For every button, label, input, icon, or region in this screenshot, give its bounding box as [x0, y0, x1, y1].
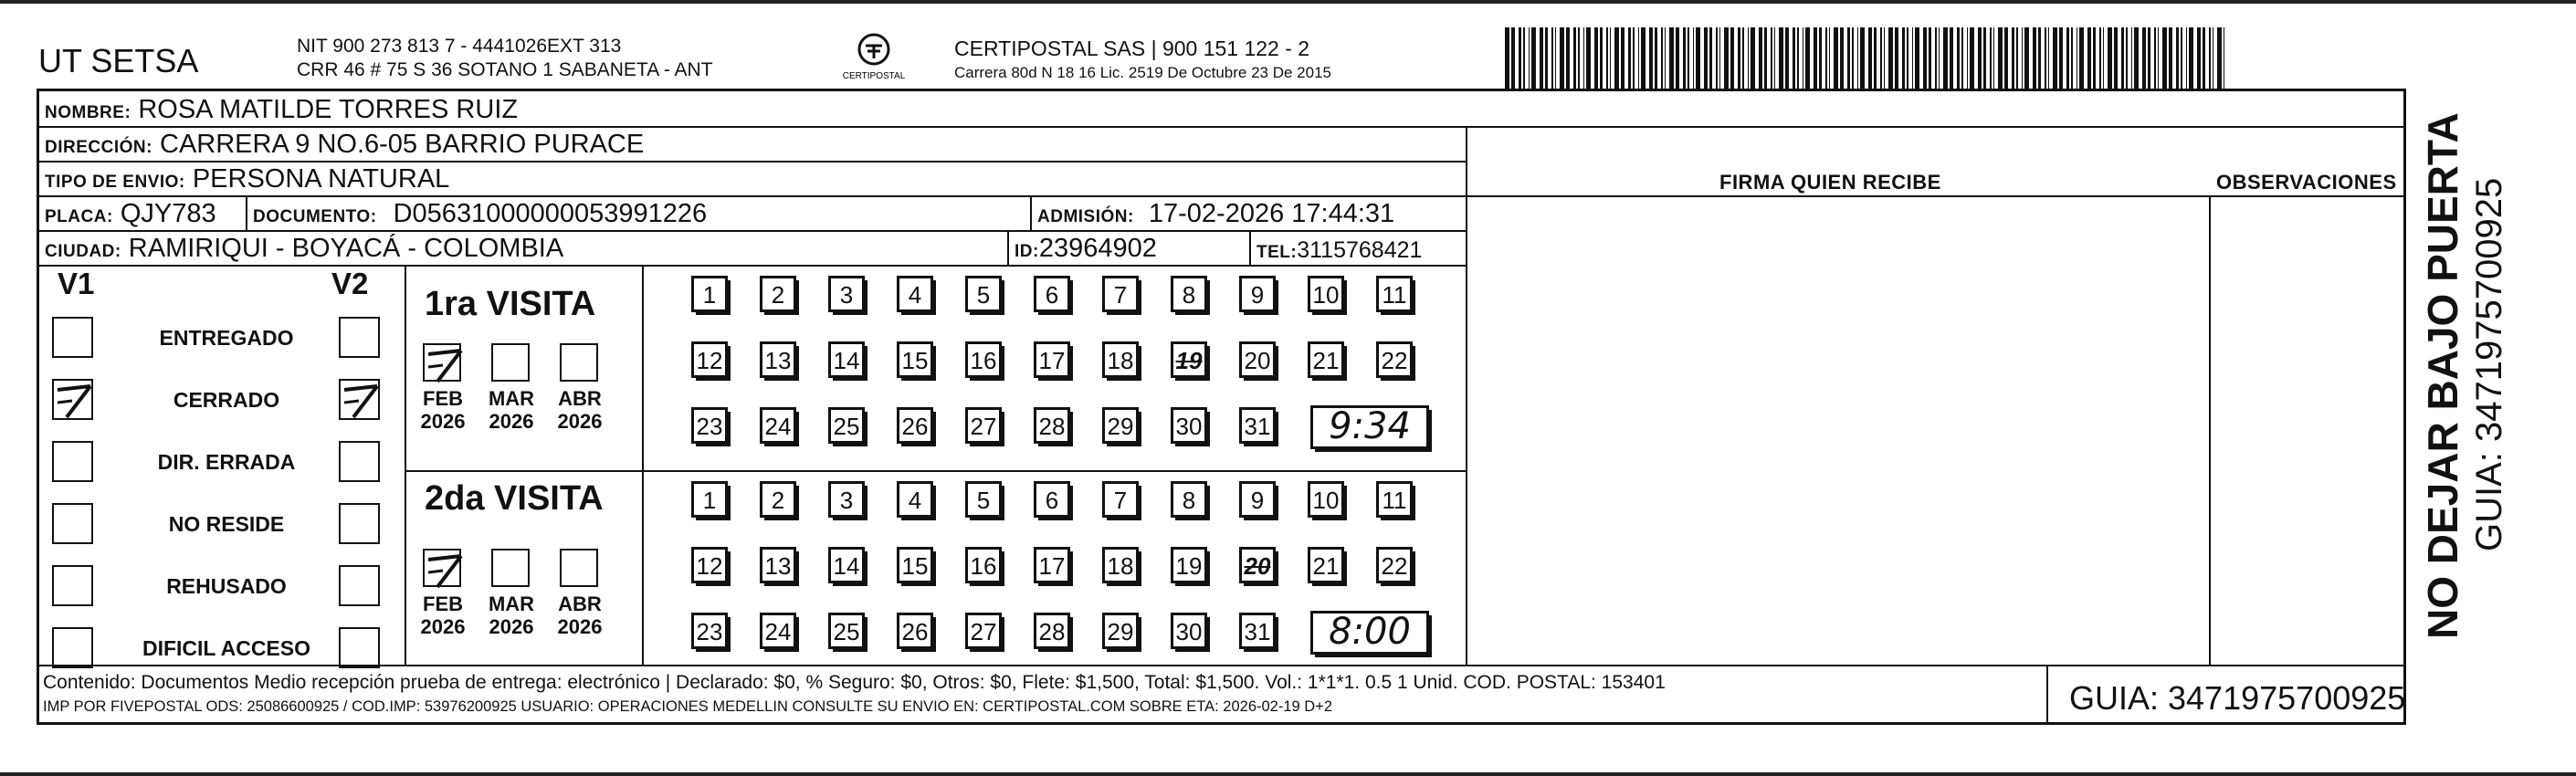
v1-status-checkbox[interactable] [52, 565, 93, 606]
v1-status-checkbox[interactable] [52, 503, 93, 544]
barcode-bar [2134, 27, 2139, 91]
barcode-bar [1779, 27, 1783, 91]
barcode-bar [2093, 27, 2096, 91]
barcode-bar [1665, 27, 1666, 91]
barcode-bar [1840, 27, 1844, 91]
day-box[interactable]: 7 [1102, 481, 1139, 518]
barcode-bar [1610, 27, 1611, 91]
v2-status-checkbox[interactable] [339, 317, 380, 358]
barcode-bar [1540, 27, 1543, 91]
barcode-bar [1628, 27, 1631, 91]
v2-status-checkbox[interactable] [339, 565, 380, 606]
day-box[interactable]: 28 [1034, 613, 1070, 649]
barcode-bar [1907, 27, 1908, 91]
day-box[interactable]: 31 [1239, 407, 1276, 444]
day-box[interactable]: 4 [897, 481, 933, 518]
day-box[interactable]: 8 [1171, 481, 1207, 518]
barcode-bar [2186, 27, 2187, 91]
barcode-bar [1583, 27, 1584, 91]
day-box[interactable]: 13 [760, 547, 796, 583]
day-box[interactable]: 27 [965, 407, 1002, 444]
barcode-bar [1511, 27, 1515, 91]
certipostal-name: CERTIPOSTAL SAS | 900 151 122 - 2 [954, 37, 1310, 60]
barcode-bar [2004, 27, 2008, 91]
admision-value: 17-02-2026 17:44:31 [1148, 199, 1395, 228]
day-box[interactable]: 29 [1102, 407, 1139, 444]
barcode-bar [1915, 27, 1919, 91]
barcode-bar [1742, 27, 1744, 91]
barcode-bar [1716, 27, 1718, 91]
barcode-bar [1505, 27, 1509, 91]
barcode-bar [2209, 27, 2211, 91]
barcode-bar [2148, 27, 2150, 91]
barcode-bar [2053, 27, 2057, 91]
month-checkbox[interactable] [491, 549, 530, 587]
day-box[interactable]: 19 [1171, 341, 1207, 378]
barcode-bar [1704, 27, 1708, 91]
day-box[interactable]: 20 [1239, 341, 1276, 378]
barcode-bar [1688, 27, 1689, 91]
barcode-bar [2012, 27, 2014, 91]
barcode-bar [1957, 27, 1960, 91]
barcode-bar [1573, 27, 1576, 91]
visita-1-title: 1ra VISITA [425, 285, 596, 323]
day-box[interactable]: 20 [1239, 547, 1276, 583]
barcode-bar [2087, 27, 2091, 91]
day-box[interactable]: 5 [965, 276, 1002, 312]
barcode-bar [1529, 27, 1530, 91]
month-label: ABR 2026 [557, 592, 603, 638]
day-box[interactable]: 3 [828, 481, 865, 518]
day-box[interactable]: 16 [965, 341, 1002, 378]
barcode-bar [2203, 27, 2205, 91]
barcode-bar [1748, 27, 1749, 91]
barcode-bar [1730, 27, 1734, 91]
v1-header: V1 [58, 267, 95, 300]
barcode-bar [1751, 27, 1755, 91]
day-box[interactable]: 25 [828, 407, 865, 444]
status-label: DIR. ERRADA [157, 450, 296, 474]
barcode-bar [2048, 27, 2049, 91]
barcode-bar [2162, 27, 2167, 91]
day-box[interactable]: 9 [1239, 276, 1276, 312]
nombre-field: NOMBRE: ROSA MATILDE TORRES RUIZ [45, 95, 519, 124]
day-box[interactable]: 26 [897, 613, 933, 649]
v1-status-checkbox[interactable] [52, 317, 93, 358]
day-box[interactable]: 11 [1376, 481, 1413, 518]
handwritten-time: 8:00 [1310, 611, 1429, 655]
delivery-form [37, 89, 2406, 725]
barcode-bar [1649, 27, 1653, 91]
barcode-bar [2154, 27, 2156, 91]
barcode-bar [1847, 27, 1850, 91]
tel-field: TEL:3115768421 [1256, 237, 1423, 263]
day-box[interactable]: 17 [1034, 547, 1070, 583]
day-box[interactable]: 27 [965, 613, 1002, 649]
day-box[interactable]: 21 [1308, 547, 1344, 583]
barcode-bar [1759, 27, 1762, 91]
day-box[interactable]: 30 [1171, 613, 1207, 649]
barcode-bar [2066, 27, 2069, 91]
barcode-bar [1614, 27, 1619, 91]
day-box[interactable]: 16 [965, 547, 1002, 583]
ciudad-field: CIUDAD: RAMIRIQUI - BOYACÁ - COLOMBIA [45, 234, 564, 263]
footer-line-1: Contenido: Documentos Medio recepción prueba de entrega: electrónico | Declarado: $0, % Seguro: $0, Otros: $0, Flete: $1,500, Total: $1,500. Vol.: 1*1*1. 0.5 1 Unid. COD. POSTAL: 153401 [43, 672, 1666, 693]
barcode-bar [1943, 27, 1948, 91]
barcode-bar [1693, 27, 1694, 91]
barcode-bar [2217, 27, 2222, 91]
direccion-field: DIRECCIÓN: CARRERA 9 NO.6-05 BARRIO PURACE [45, 130, 645, 159]
v2-header: V2 [331, 267, 369, 300]
day-box[interactable]: 10 [1308, 276, 1344, 312]
day-box[interactable]: 1 [691, 481, 728, 518]
barcode-bar [2169, 27, 2172, 91]
barcode-bar [1935, 27, 1937, 91]
month-label: ABR 2026 [557, 387, 603, 433]
company-address: CRR 46 # 75 S 36 SOTANO 1 SABANETA - ANT [297, 59, 713, 80]
barcode-bar [1560, 27, 1564, 91]
footer-guia: GUIA: 3471975700925 [2069, 679, 2406, 717]
day-box[interactable]: 19 [1171, 547, 1207, 583]
day-box[interactable]: 30 [1171, 407, 1207, 444]
month-checkbox[interactable] [491, 343, 530, 382]
company-nit: NIT 900 273 813 7 - 4441026EXT 313 [297, 36, 622, 57]
day-box[interactable]: 1 [691, 276, 728, 312]
barcode-bar [1825, 27, 1827, 91]
barcode-bar [2121, 27, 2124, 91]
day-box[interactable]: 22 [1376, 341, 1413, 378]
day-box[interactable]: 15 [897, 341, 933, 378]
v2-status-checkbox[interactable] [339, 441, 380, 482]
day-box[interactable]: 5 [965, 481, 1002, 518]
barcode-bar [1606, 27, 1608, 91]
barcode-bar [1884, 27, 1885, 91]
barcode-bar [1829, 27, 1830, 91]
barcode-bar [2131, 27, 2132, 91]
barcode-bar [2158, 27, 2159, 91]
barcode-bar [1868, 27, 1872, 91]
barcode-bar [1998, 27, 2003, 91]
day-box[interactable]: 14 [828, 547, 865, 583]
day-box[interactable]: 23 [691, 407, 728, 444]
barcode-bar [1764, 27, 1767, 91]
barcode-bar [1724, 27, 1729, 91]
barcode-bar [1578, 27, 1580, 91]
day-box[interactable]: 21 [1308, 341, 1344, 378]
day-box[interactable]: 2 [760, 481, 796, 518]
barcode-bar [1566, 27, 1570, 91]
day-box[interactable]: 18 [1102, 547, 1139, 583]
barcode-bar [1594, 27, 1598, 91]
barcode-bar [1771, 27, 1772, 91]
barcode-bar [1857, 27, 1858, 91]
day-box[interactable]: 4 [897, 276, 933, 312]
barcode-bar [1983, 27, 1986, 91]
day-box[interactable]: 6 [1034, 481, 1070, 518]
observaciones-header: OBSERVACIONES [2216, 171, 2397, 194]
scan-edge [0, 772, 2576, 776]
v1-status-checkbox[interactable] [52, 441, 93, 482]
barcode-bar [2059, 27, 2063, 91]
barcode-bar [1950, 27, 1953, 91]
barcode-bar [1895, 27, 1898, 91]
day-box[interactable]: 6 [1034, 276, 1070, 312]
barcode-bar [1669, 27, 1674, 91]
barcode-bar [1834, 27, 1838, 91]
barcode-bar [1970, 27, 1974, 91]
month-checkbox[interactable] [423, 343, 461, 382]
status-label: ENTREGADO [159, 326, 294, 350]
barcode-bar [2126, 27, 2128, 91]
day-box[interactable]: 9 [1239, 481, 1276, 518]
id-field: ID:23964902 [1015, 234, 1157, 263]
month-label: FEB 2026 [420, 592, 466, 638]
admision-field: ADMISIÓN: 17-02-2026 17:44:31 [1037, 199, 1395, 228]
barcode-bar [1805, 27, 1810, 91]
barcode-bar [1531, 27, 1536, 91]
status-label: DIFICIL ACCESO [142, 636, 310, 660]
handwritten-time: 9:34 [1310, 405, 1429, 449]
barcode-bar [1621, 27, 1624, 91]
certipostal-logo [833, 31, 915, 84]
barcode-bar [1793, 27, 1795, 91]
v2-status-checkbox[interactable] [339, 379, 380, 420]
barcode-bar [1814, 27, 1817, 91]
barcode-bar [1888, 27, 1893, 91]
day-box[interactable]: 28 [1034, 407, 1070, 444]
barcode-bar [2016, 27, 2018, 91]
day-box[interactable]: 2 [760, 276, 796, 312]
barcode-bar [1696, 27, 1700, 91]
barcode-bar [1874, 27, 1877, 91]
footer-line-2: IMP POR FIVEPOSTAL ODS: 25086600925 / COD.IMP: 53976200925 USUARIO: OPERACIONES MEDELLIN CONSULTE SU ENVIO EN: CERTIPOSTAL.COM SOBRE ETA: 2026-02-19 D+2 [43, 698, 1333, 715]
barcode-bar [2045, 27, 2046, 91]
v2-status-checkbox[interactable] [339, 627, 380, 668]
day-box[interactable]: 8 [1171, 276, 1207, 312]
barcode-bar [1555, 27, 1556, 91]
day-box[interactable]: 12 [691, 547, 728, 583]
barcode-bar [2103, 27, 2104, 91]
barcode-bar [1880, 27, 1882, 91]
barcode-bar [1819, 27, 1822, 91]
day-box[interactable]: 10 [1308, 481, 1344, 518]
barcode-bar [1638, 27, 1639, 91]
barcode-bar [2022, 27, 2023, 91]
nombre-value: ROSA MATILDE TORRES RUIZ [138, 95, 519, 124]
barcode-bar [1774, 27, 1775, 91]
day-box[interactable]: 29 [1102, 613, 1139, 649]
barcode-bar [1661, 27, 1663, 91]
v1-status-checkbox[interactable] [52, 627, 93, 668]
month-checkbox[interactable] [423, 549, 461, 587]
barcode-bar [1738, 27, 1740, 91]
no-dejar-bajo-puerta: NO DEJAR BAJO PUERTA [2419, 112, 2466, 639]
day-box[interactable]: 11 [1376, 276, 1413, 312]
day-box[interactable]: 15 [897, 547, 933, 583]
day-box[interactable]: 23 [691, 613, 728, 649]
svg-text:CERTIPOSTAL: CERTIPOSTAL [842, 71, 906, 81]
barcode-bar [1586, 27, 1591, 91]
barcode-bar [1967, 27, 1968, 91]
tipo-envio-field: TIPO DE ENVIO: PERSONA NATURAL [45, 164, 450, 194]
status-label: NO RESIDE [168, 512, 285, 536]
barcode-bar [1641, 27, 1645, 91]
company-name: UT SETSA [38, 42, 199, 79]
barcode-bar [2071, 27, 2073, 91]
barcode-bar [1600, 27, 1603, 91]
barcode-bar [1655, 27, 1657, 91]
certipostal-license: Carrera 80d N 18 16 Lic. 2519 De Octubre 23 De 2015 [954, 64, 1331, 81]
month-checkbox[interactable] [560, 343, 598, 382]
barcode-bar [2142, 27, 2146, 91]
barcode-bar [1852, 27, 1854, 91]
placa-field: PLACA: QJY783 [45, 199, 216, 228]
barcode [1505, 27, 2226, 91]
placa-value: QJY783 [120, 199, 216, 228]
day-box[interactable]: 3 [828, 276, 865, 312]
barcode-bar [1545, 27, 1548, 91]
ciudad-value: RAMIRIQUI - BOYACÁ - COLOMBIA [128, 234, 564, 263]
documento-field: DOCUMENTO: D05631000000053991226 [253, 199, 708, 228]
scan-edge [0, 0, 2576, 4]
barcode-bar [1902, 27, 1905, 91]
barcode-bar [1978, 27, 1982, 91]
barcode-bar [2176, 27, 2179, 91]
day-box[interactable]: 24 [760, 407, 796, 444]
barcode-bar [1860, 27, 1865, 91]
day-box[interactable]: 12 [691, 341, 728, 378]
barcode-bar [2189, 27, 2193, 91]
day-box[interactable]: 26 [897, 407, 933, 444]
tel-value: 3115768421 [1297, 237, 1423, 263]
barcode-bar [1683, 27, 1686, 91]
month-label: MAR 2026 [488, 387, 535, 433]
barcode-bar [1523, 27, 1525, 91]
day-box[interactable]: 22 [1376, 547, 1413, 583]
barcode-bar [1633, 27, 1635, 91]
day-box[interactable]: 17 [1034, 341, 1070, 378]
barcode-bar [1993, 27, 1994, 91]
barcode-bar [1719, 27, 1720, 91]
day-box[interactable]: 14 [828, 341, 865, 378]
barcode-bar [2024, 27, 2029, 91]
barcode-bar [2114, 27, 2118, 91]
barcode-bar [2038, 27, 2041, 91]
barcode-bar [1923, 27, 1927, 91]
barcode-bar [2181, 27, 2182, 91]
barcode-bar [1939, 27, 1940, 91]
side-guia: GUIA: 3471975700925 [2469, 177, 2509, 551]
barcode-bar [2099, 27, 2101, 91]
barcode-bar [1785, 27, 1789, 91]
tipo-envio-value: PERSONA NATURAL [192, 164, 450, 194]
barcode-bar [1551, 27, 1553, 91]
v1-status-checkbox[interactable] [52, 379, 93, 420]
barcode-bar [1709, 27, 1712, 91]
visita-2-title: 2da VISITA [425, 479, 604, 518]
day-box[interactable]: 25 [828, 613, 865, 649]
status-label: REHUSADO [166, 574, 287, 598]
day-box[interactable]: 13 [760, 341, 796, 378]
barcode-bar [2108, 27, 2112, 91]
firma-header: FIRMA QUIEN RECIBE [1719, 171, 1941, 194]
day-box[interactable]: 24 [760, 613, 796, 649]
barcode-bar [2033, 27, 2036, 91]
month-label: MAR 2026 [488, 592, 535, 638]
month-checkbox[interactable] [560, 549, 598, 587]
day-box[interactable]: 7 [1102, 276, 1139, 312]
documento-value: D05631000000053991226 [393, 199, 708, 228]
id-value: 23964902 [1038, 234, 1157, 263]
barcode-bar [1912, 27, 1913, 91]
barcode-bar [2079, 27, 2084, 91]
v2-status-checkbox[interactable] [339, 503, 380, 544]
barcode-bar [1929, 27, 1931, 91]
barcode-bar [1990, 27, 1992, 91]
day-box[interactable]: 18 [1102, 341, 1139, 378]
barcode-bar [1519, 27, 1521, 91]
month-label: FEB 2026 [420, 387, 466, 433]
barcode-bar [1797, 27, 1799, 91]
direccion-value: CARRERA 9 NO.6-05 BARRIO PURACE [160, 130, 645, 159]
status-label: CERRADO [173, 388, 280, 412]
barcode-bar [1676, 27, 1679, 91]
barcode-bar [2197, 27, 2201, 91]
day-box[interactable]: 31 [1239, 613, 1276, 649]
barcode-bar [1961, 27, 1963, 91]
